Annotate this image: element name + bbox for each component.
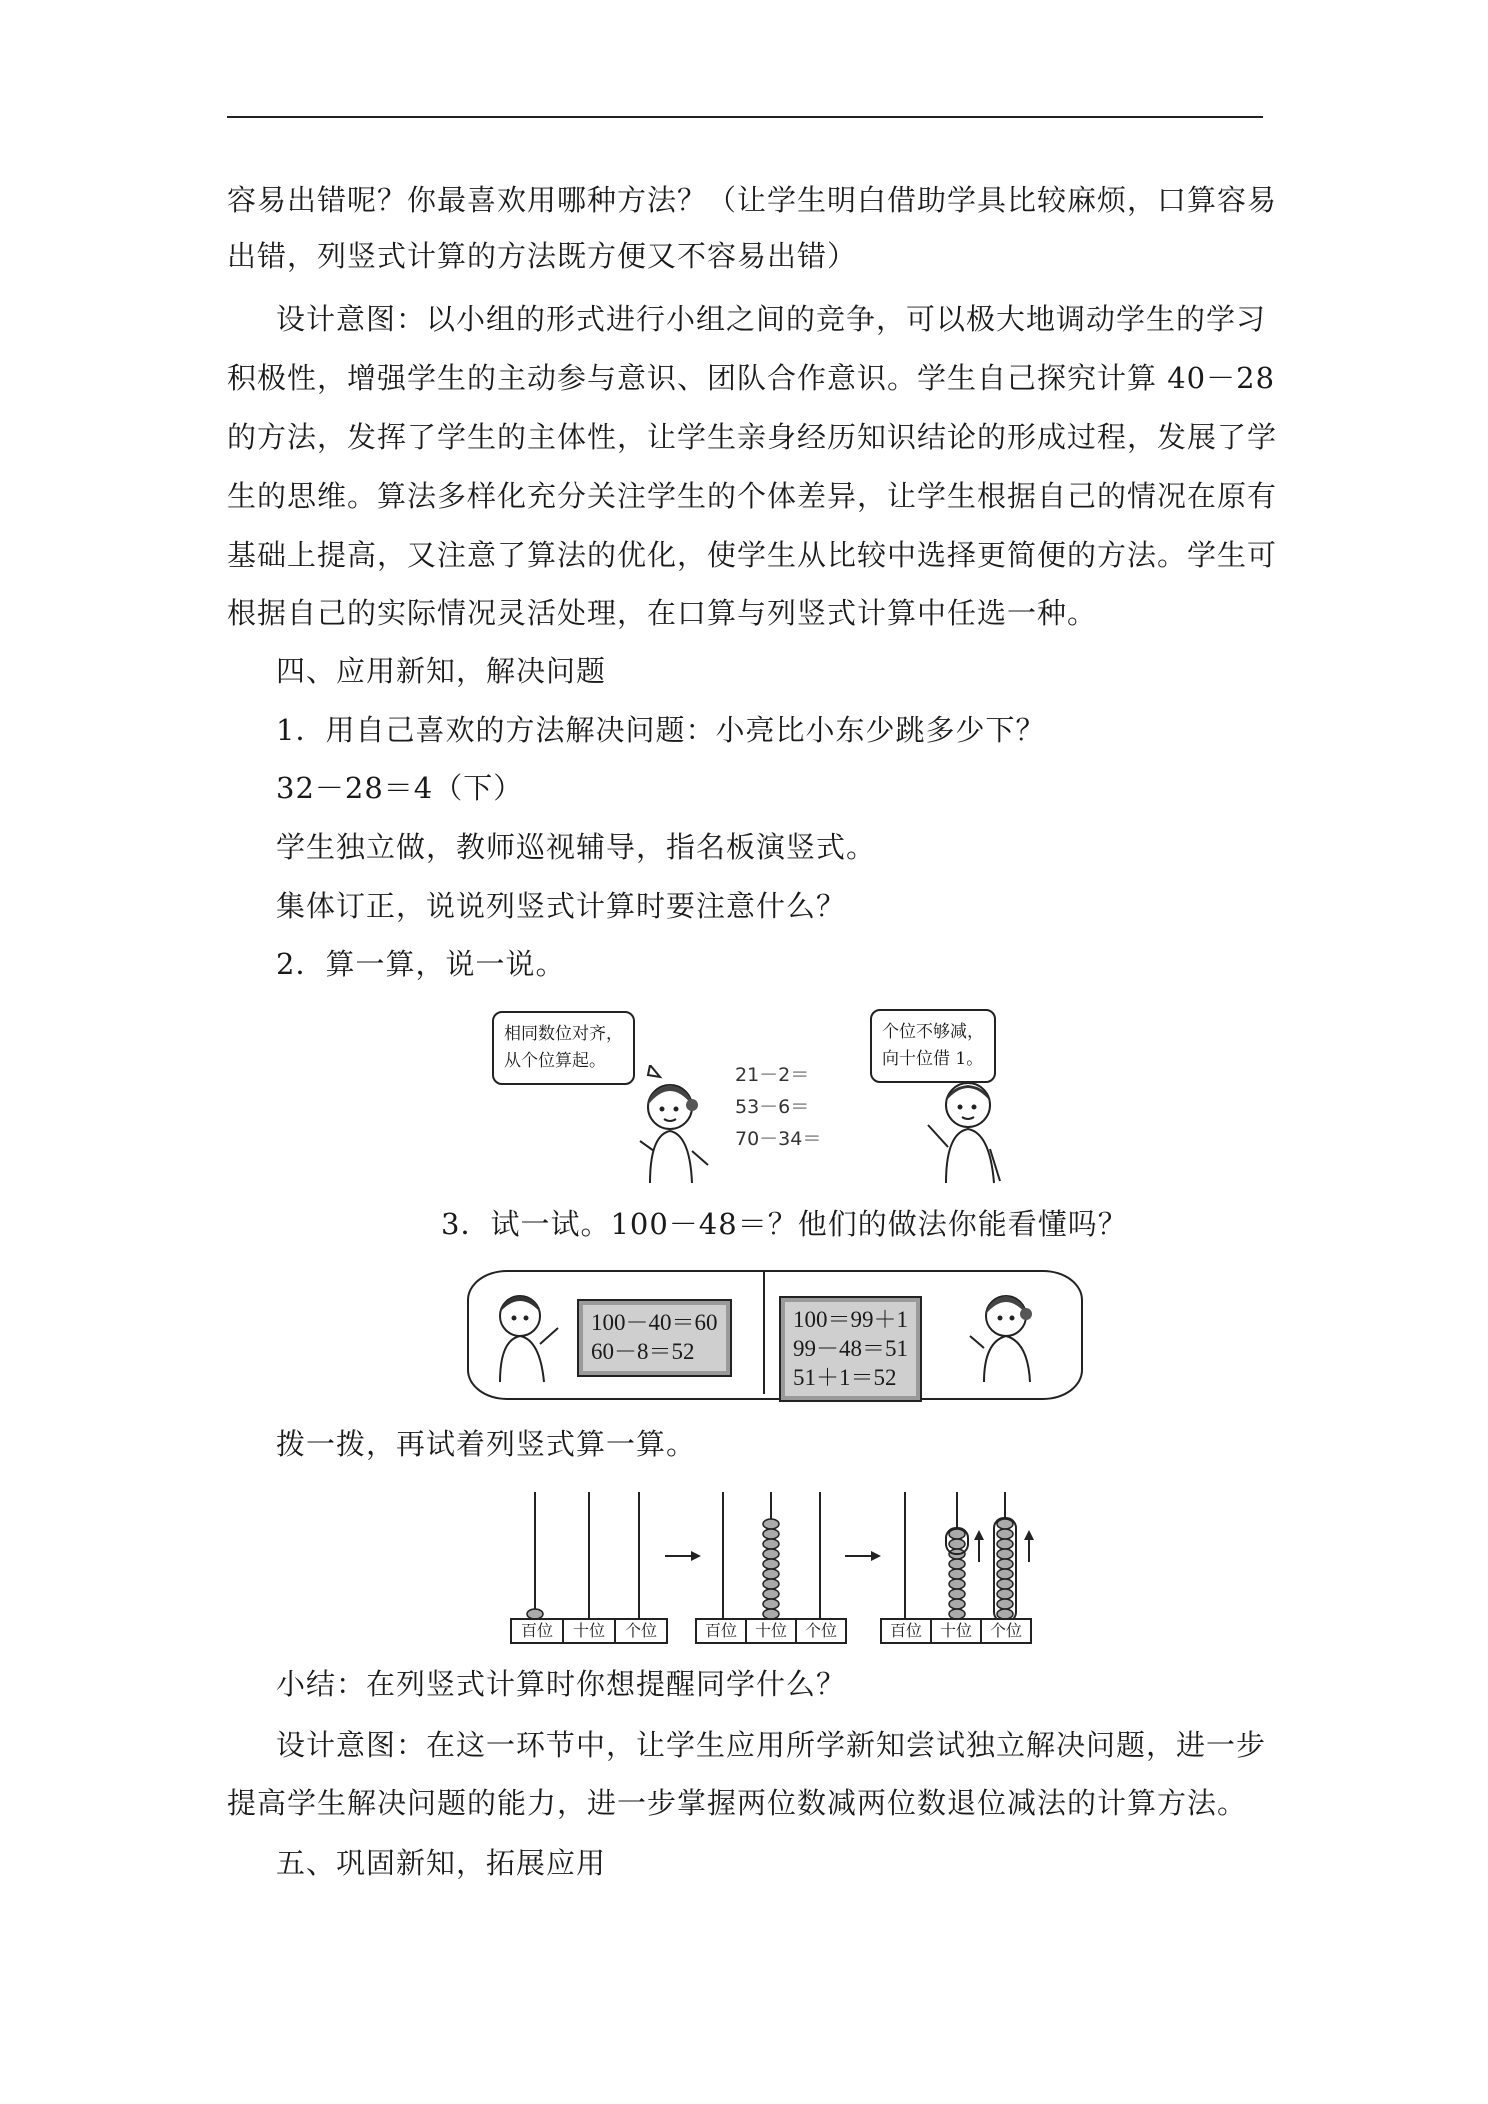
boy-figure-icon [482, 1284, 566, 1384]
abacus-label-ones: 个位 [614, 1618, 668, 1644]
paragraph-line: 小结：在列竖式计算时你想提醒同学什么？ [276, 1667, 847, 1701]
abacus-figure [505, 1490, 1040, 1645]
ten-beads [763, 1519, 779, 1619]
paragraph-line: 32－28＝4（下） [276, 771, 524, 805]
section-heading: 四、应用新知，解决问题 [276, 654, 607, 688]
abacus-label-tens: 十位 [745, 1618, 795, 1644]
paragraph-line: 积极性，增强学生的主动参与意识、团队合作意识。学生自己探究计算 40－28 [227, 361, 1276, 395]
paragraph-line: 的方法，发挥了学生的主体性，让学生亲身经历知识结论的形成过程，发展了学 [227, 420, 1278, 454]
section-heading: 五、巩固新知，拓展应用 [276, 1846, 607, 1880]
paragraph-line: 1．用自己喜欢的方法解决问题：小亮比小东少跳多少下？ [276, 713, 1046, 747]
paragraph-line: 提高学生解决问题的能力，进一步掌握两位数减两位数退位减法的计算方法。 [227, 1786, 1248, 1820]
abacus-label-ones: 个位 [980, 1618, 1032, 1644]
method-board-left: 100－40＝60 60－8＝52 [577, 1299, 732, 1377]
abacus-label-hundreds: 百位 [695, 1618, 745, 1644]
figure-calc [480, 1005, 1020, 1185]
exercise-prompt: 3．试一试。100－48＝？他们的做法你能看懂吗？ [441, 1207, 1128, 1241]
paragraph-line: 学生独立做，教师巡视辅导，指名板演竖式。 [276, 830, 877, 864]
paragraph-line: 拨一拨，再试着列竖式算一算。 [276, 1427, 697, 1461]
paragraph-line: 容易出错呢？你最喜欢用哪种方法？（让学生明白借助学具比较麻烦，口算容易 [227, 183, 1278, 217]
abacus-label-hundreds: 百位 [880, 1618, 930, 1644]
abacus-label-hundreds: 百位 [510, 1618, 562, 1644]
paragraph-line: 基础上提高，又注意了算法的优化，使学生从比较中选择更简便的方法。学生可 [227, 538, 1278, 572]
equation-item: 53－6＝ [735, 1096, 810, 1118]
method-board-right: 100＝99＋1 99－48＝51 51＋1＝52 [779, 1296, 922, 1402]
header-rule [227, 116, 1263, 118]
speech-bubble-right: 个位不够减， 向十位借 1。 [870, 1009, 996, 1083]
paragraph-line: 设计意图：以小组的形式进行小组之间的竞争，可以极大地调动学生的学习 [276, 302, 1267, 336]
paragraph-line: 根据自己的实际情况灵活处理，在口算与列竖式计算中任选一种。 [227, 596, 1098, 630]
abacus-label-tens: 十位 [930, 1618, 980, 1644]
paragraph-line: 2．算一算，说一说。 [276, 947, 566, 981]
equation-item: 70－34＝ [735, 1128, 822, 1150]
speech-bubble-left: 相同数位对齐， 从个位算起。 [492, 1011, 635, 1085]
girl-figure-icon [620, 1065, 720, 1185]
girl-figure-icon [962, 1284, 1052, 1384]
abacus-label-ones: 个位 [795, 1618, 847, 1644]
board-divider [763, 1272, 765, 1394]
paragraph-line: 生的思维。算法多样化充分关注学生的个体差异，让学生根据自己的情况在原有 [227, 479, 1278, 513]
abacus-label-tens: 十位 [562, 1618, 614, 1644]
paragraph-line: 出错，列竖式计算的方法既方便又不容易出错） [227, 239, 858, 273]
paragraph-line: 设计意图：在这一环节中，让学生应用所学新知尝试独立解决问题，进一步 [276, 1728, 1267, 1762]
paragraph-line: 集体订正，说说列竖式计算时要注意什么？ [276, 889, 847, 923]
equation-item: 21－2＝ [735, 1064, 810, 1086]
boy-figure-icon [920, 1065, 1020, 1185]
